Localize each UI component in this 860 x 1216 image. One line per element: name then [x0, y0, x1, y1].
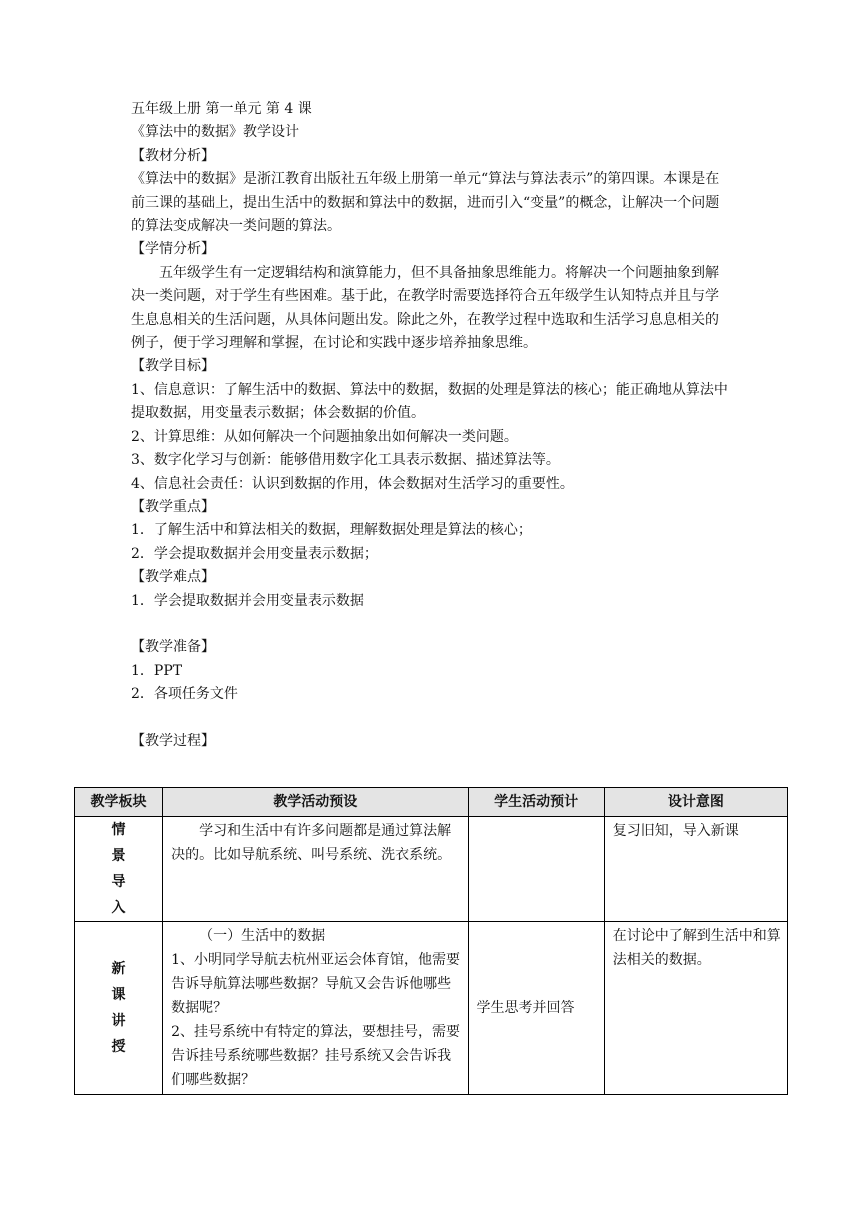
process-table: [74, 787, 788, 1095]
key-point: 1．了解生活中和算法相关的数据，理解数据处理是算法的核心；: [131, 522, 532, 539]
material-text: 《算法中的数据》是浙江教育出版社五年级上册第一单元“算法与算法表示”的第四课。本课是在前三课的基础上，提出生活中的数据和算法中的数据，进而引入“变量”的概念，让解决一个问题的算法变成解决一类问题的算法。: [131, 171, 720, 235]
student-cell: [468, 817, 604, 922]
section-heading-process: 【教学过程】: [131, 732, 215, 749]
section-heading-prep: 【教学准备】: [131, 639, 215, 656]
student-text: 五年级学生有一定逻辑结构和演算能力，但不具备抽象思维能力。将解决一个问题抽象到解决一类问题，对于学生有些困难。基于此，在教学时需要选择符合五年级学生认知特点并且与学生息息相关的生活问题，从具体问题出发。除此之外，在教学过程中选取和生活学习息息相关的例子，便于学习理解和掌握，在讨论和实践中逐步培养抽象思维。: [131, 264, 719, 352]
table-header: 设计意图: [604, 788, 787, 817]
activity-cell: 学习和生活中有许多问题都是通过算法解决的。比如导航系统、叫号系统、洗衣系统。: [163, 817, 468, 922]
grade-line: 五年级上册 第一单元 第 4 课: [131, 101, 312, 117]
block-cell: 情 景 导 入: [75, 817, 163, 922]
difficulty-point: 1．学会提取数据并会用变量表示数据: [131, 592, 364, 609]
prep-item: 2．各项任务文件: [131, 686, 238, 703]
section-heading-student: 【学情分析】: [131, 241, 215, 258]
goal-item: 3、数字化学习与创新：能够借用数字化工具表示数据、描述算法等。: [131, 452, 560, 469]
block-cell: 新 课 讲 授: [75, 922, 163, 1095]
student-cell: 学生思考并回答: [468, 922, 604, 1095]
intent-cell: 在讨论中了解到生活中和算法相关的数据。: [604, 922, 787, 1095]
table-header-row: [75, 788, 788, 817]
table-row: [75, 922, 788, 1095]
table-row: [75, 817, 788, 922]
document-body: [131, 98, 731, 753]
section-heading-difficulty: 【教学难点】: [131, 569, 215, 586]
table-header: 教学板块: [75, 788, 163, 817]
section-heading-goals: 【教学目标】: [131, 358, 215, 375]
activity-cell: （一）生活中的数据 1、小明同学导航去杭州亚运会体育馆，他需要告诉导航算法哪些数据？导航又会告诉他哪些数据呢？ 2、挂号系统中有特定的算法，要想挂号，需要告诉挂号系统哪些数据？挂号系统又会告诉我们哪些数据？: [163, 922, 468, 1095]
intent-cell: 复习旧知，导入新课: [604, 817, 787, 922]
table-header: 学生活动预计: [468, 788, 604, 817]
key-point: 2．学会提取数据并会用变量表示数据；: [131, 545, 378, 562]
table-header: 教学活动预设: [163, 788, 468, 817]
goal-item: 4、信息社会责任：认识到数据的作用，体会数据对生活学习的重要性。: [131, 475, 574, 492]
goal-item: 2、计算思维：从如何解决一个问题抽象出如何解决一类问题。: [131, 428, 518, 445]
section-heading-key: 【教学重点】: [131, 498, 215, 515]
document-title: 《算法中的数据》教学设计: [131, 124, 299, 141]
goal-item: 1、信息意识：了解生活中的数据、算法中的数据，数据的处理是算法的核心；能正确地从算法中提取数据，用变量表示数据；体会数据的价值。: [131, 381, 728, 422]
prep-item: 1．PPT: [131, 662, 183, 679]
section-heading-material: 【教材分析】: [131, 147, 215, 164]
